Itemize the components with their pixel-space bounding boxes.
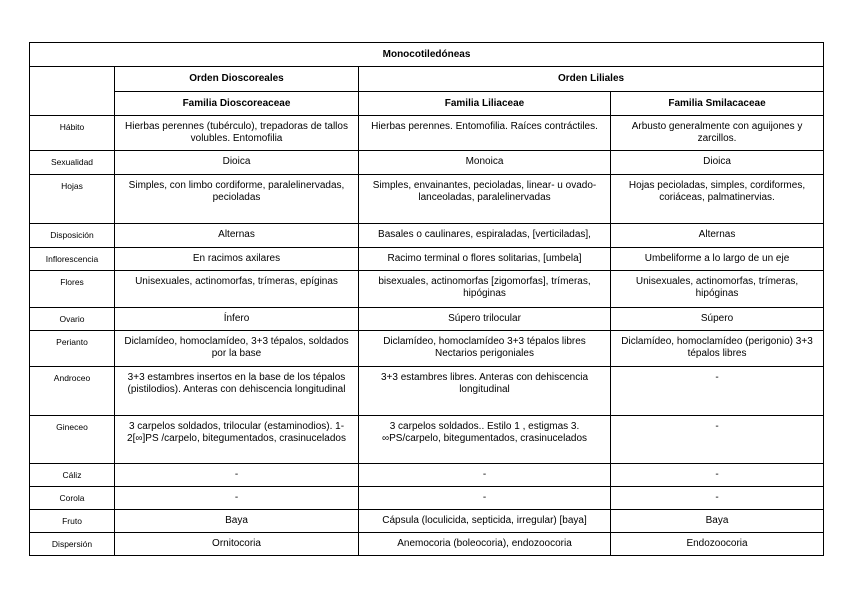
family-liliaceae: Familia Liliaceae (359, 92, 611, 116)
row-label: Flores (30, 271, 115, 308)
row-label: Hojas (30, 175, 115, 224)
cell: - (359, 464, 611, 487)
table-row (30, 416, 824, 464)
table-row (30, 367, 824, 416)
cell: 3 carpelos soldados.. Estilo 1 , estigmas 3. ∞PS/carpelo, bitegumentados, crasinucelados (359, 416, 611, 464)
table-row (30, 464, 824, 487)
cell: - (611, 367, 824, 416)
cell: Baya (611, 510, 824, 533)
cell: Súpero (611, 308, 824, 331)
cell: Baya (115, 510, 359, 533)
table-row (30, 271, 824, 308)
family-dioscoreaceae: Familia Dioscoreaceae (115, 92, 359, 116)
cell: Arbusto generalmente con aguijones y zarcillos. (611, 116, 824, 151)
row-label: Disposición (30, 224, 115, 248)
cell: Basales o caulinares, espiraladas, [verticiladas], (359, 224, 611, 248)
cell: Hojas pecioladas, simples, cordiformes, coriáceas, palmatinervias. (611, 175, 824, 224)
cell: - (115, 487, 359, 510)
row-label: Androceo (30, 367, 115, 416)
row-label: Hábito (30, 116, 115, 151)
cell: Diclamídeo, homoclamídeo 3+3 tépalos libres Nectarios perigoniales (359, 331, 611, 367)
order-dioscoreales: Orden Dioscoreales (115, 67, 359, 92)
cell: bisexuales, actinomorfas [zigomorfas], trímeras, hipóginas (359, 271, 611, 308)
cell: Racimo terminal o flores solitarias, [umbela] (359, 248, 611, 271)
table-title: Monocotiledóneas (30, 43, 824, 67)
cell: Alternas (115, 224, 359, 248)
table-row (30, 151, 824, 175)
cell: 3+3 estambres libres. Anteras con dehiscencia longitudinal (359, 367, 611, 416)
cell: Súpero trilocular (359, 308, 611, 331)
cell: - (611, 487, 824, 510)
row-label: Fruto (30, 510, 115, 533)
cell: Unisexuales, actinomorfas, trímeras, epíginas (115, 271, 359, 308)
table-row (30, 331, 824, 367)
cell: Diclamídeo, homoclamídeo, 3+3 tépalos, soldados por la base (115, 331, 359, 367)
cell: - (611, 416, 824, 464)
cell: Dioica (115, 151, 359, 175)
cell: Simples, envainantes, pecioladas, linear- u ovado-lanceoladas, paralelinervadas (359, 175, 611, 224)
table-row (30, 248, 824, 271)
cell: Monoica (359, 151, 611, 175)
cell: En racimos axilares (115, 248, 359, 271)
row-label: Ovario (30, 308, 115, 331)
corner-cell (30, 67, 115, 116)
cell: Unisexuales, actinomorfas, trímeras, hipóginas (611, 271, 824, 308)
cell: - (359, 487, 611, 510)
table-row (30, 533, 824, 556)
row-label: Perianto (30, 331, 115, 367)
cell: Anemocoria (boleocoria), endozoocoria (359, 533, 611, 556)
table-row (30, 224, 824, 248)
cell: Alternas (611, 224, 824, 248)
row-label: Sexualidad (30, 151, 115, 175)
row-label: Gineceo (30, 416, 115, 464)
table-row (30, 308, 824, 331)
monocot-table (29, 42, 824, 556)
cell: Simples, con limbo cordiforme, paralelinervadas, pecioladas (115, 175, 359, 224)
table-row (30, 487, 824, 510)
cell: Diclamídeo, homoclamídeo (perigonio) 3+3 tépalos libres (611, 331, 824, 367)
row-label: Inflorescencia (30, 248, 115, 271)
cell: Umbeliforme a lo largo de un eje (611, 248, 824, 271)
cell: - (611, 464, 824, 487)
cell: Cápsula (loculicida, septicida, irregular) [baya] (359, 510, 611, 533)
table-row (30, 175, 824, 224)
row-label: Dispersión (30, 533, 115, 556)
cell: Hierbas perennes. Entomofilia. Raíces contráctiles. (359, 116, 611, 151)
cell: - (115, 464, 359, 487)
family-smilacaceae: Familia Smilacaceae (611, 92, 824, 116)
cell: Hierbas perennes (tubérculo), trepadoras de tallos volubles. Entomofilia (115, 116, 359, 151)
cell: 3+3 estambres insertos en la base de los tépalos (pistilodios). Anteras con dehiscencia longitudinal (115, 367, 359, 416)
cell: Ornitocoria (115, 533, 359, 556)
table-row (30, 510, 824, 533)
cell: Ínfero (115, 308, 359, 331)
cell: Endozoocoria (611, 533, 824, 556)
cell: Dioica (611, 151, 824, 175)
cell: 3 carpelos soldados, trilocular (estaminodios). 1-2[∞]PS /carpelo, bitegumentados, crasinucelados (115, 416, 359, 464)
table-row (30, 116, 824, 151)
row-label: Corola (30, 487, 115, 510)
row-label: Cáliz (30, 464, 115, 487)
order-liliales: Orden Liliales (359, 67, 824, 92)
